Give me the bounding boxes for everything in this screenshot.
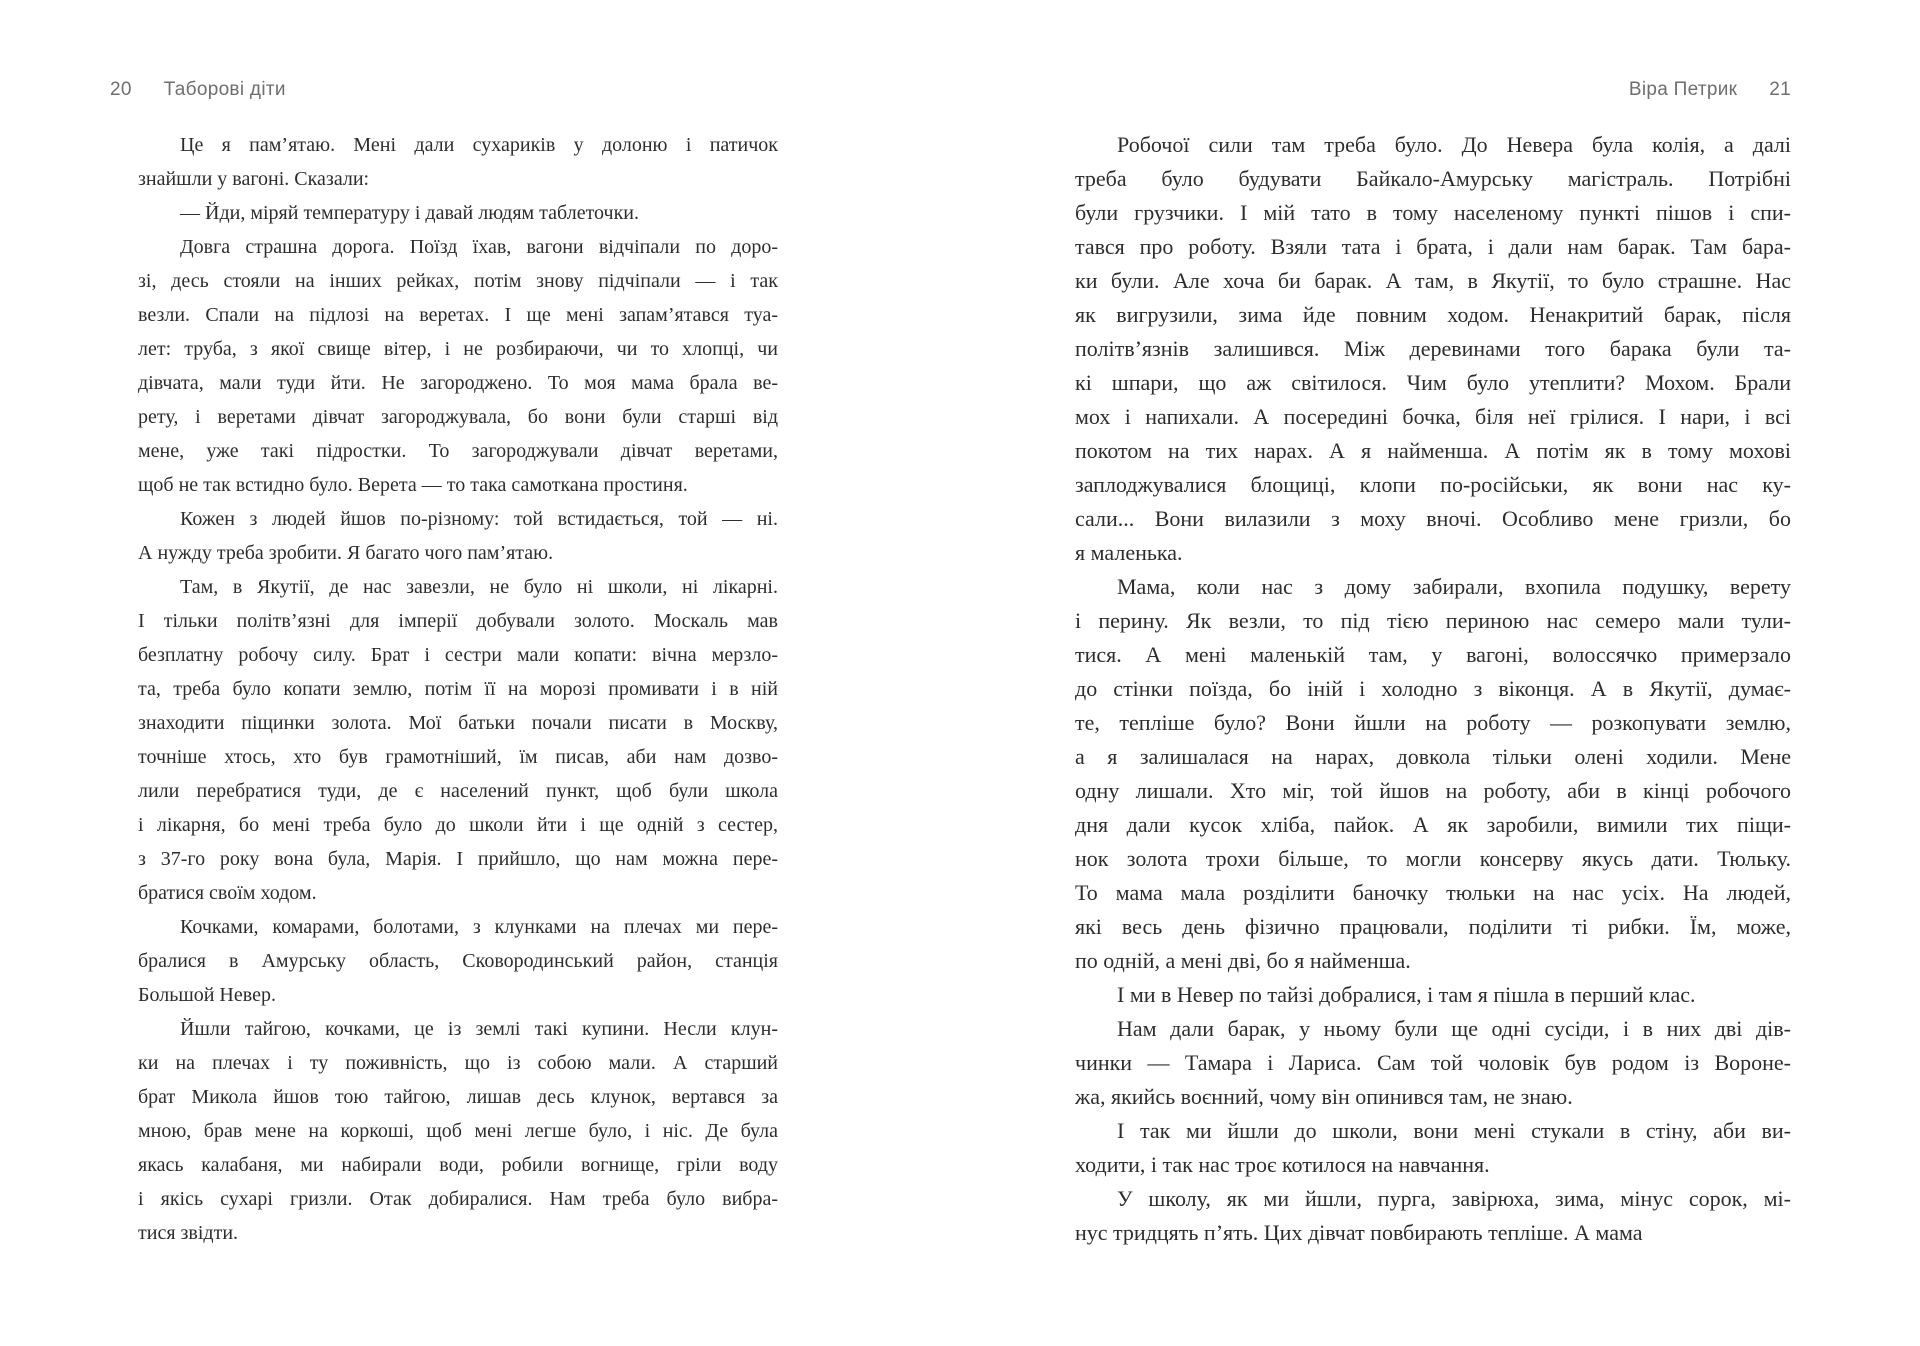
text-line: якась калабаня, ми набирали води, робили вогнище, гріли воду [138,1154,778,1176]
right-page-number: 21 [1769,79,1791,100]
text-line: ки були. Але хоча би барак. А там, в Якутії, то було страшне. Нас [1075,268,1791,293]
text-line: мох і напихали. А посередині бочка, біля неї грілися. І нари, і всі [1075,404,1791,429]
text-line: А нужду треба зробити. Я багато чого пам’ятаю. [138,542,554,564]
paragraph [138,570,778,910]
text-line: ходити, і так нас троє котилося на навчання. [1075,1152,1490,1177]
left-page-number: 20 [110,79,132,100]
text-line: Довга страшна дорога. Поїзд їхав, вагони відчіпали по доро- [180,236,778,258]
text-line: лет: труба, з якої свище вітер, і не розбираючи, чи то хлопці, чи [138,338,778,360]
paragraph [138,910,778,1012]
text-line: Большой Невер. [138,984,276,1006]
text-line: Це я пам’ятаю. Мені дали сухариків у долоню і патичок [180,134,778,156]
text-line: кі шпари, що аж світилося. Чим було утеплити? Мохом. Брали [1075,370,1791,395]
text-line: мною, брав мене на коркоші, щоб мені легше було, і ніс. Де була [138,1120,778,1142]
text-line: сали... Вони вилазили з моху вночі. Особливо мене гризли, бо [1075,506,1791,531]
text-line: і якісь сухарі гризли. Отак добиралися. Нам треба було вибра- [138,1188,778,1210]
text-line: Кочками, комарами, болотами, з клунками на плечах ми пере- [180,916,778,938]
text-line: — Йди, міряй температуру і давай людям таблеточки. [180,202,640,224]
text-line: зі, десь стояли на інших рейках, потім знову підчіпали — і так [138,270,778,292]
text-line: щоб не так встидно було. Верета — то така самоткана простиня. [138,474,688,496]
text-line: Там, в Якутії, де нас завезли, не було ні школи, ні лікарні. [180,576,778,598]
left-running-head: Таборові діти [163,79,286,100]
right-page-header [1629,79,1791,101]
text-line: і лікарня, бо мені треба було до школи йти і ще одній з сестер, [138,814,778,836]
text-line: були грузчики. І мій тато в тому населеному пункті пішов і спи- [1075,200,1791,225]
text-line: як вигрузили, зима йде повним ходом. Ненакритий барак, після [1075,302,1791,327]
text-line: треба було будувати Байкало-Амурську магістраль. Потрібні [1075,166,1791,191]
text-line: брат Микола йшов тою тайгою, лишав десь клунок, вертався за [138,1086,778,1108]
paragraph [1075,978,1791,1012]
left-page-body [138,128,778,1250]
text-line: лили перебратися туди, де є населений пункт, щоб були школа [138,780,778,802]
text-line: Йшли тайгою, кочками, це із землі такі купини. Несли клун- [180,1018,778,1040]
text-line: точніше хтось, хто був грамотніший, їм писав, аби нам дозво- [138,746,778,768]
text-line: везли. Спали на підлозі на веретах. І ще мені запам’ятався туа- [138,304,778,326]
text-line: Мама, коли нас з дому забирали, вхопила подушку, верету [1117,574,1791,599]
text-line: нок золота трохи більше, то могли консерву якусь дати. Тюльку. [1075,846,1791,871]
paragraph [138,196,778,230]
text-line: та, треба було копати землю, потім її на морозі промивати і в ній [138,678,778,700]
text-line: одну лишали. Хто міг, той йшов на роботу, аби в кінці робочого [1075,778,1791,803]
text-line: То мама мала розділити баночку тюльки на нас усіх. На людей, [1075,880,1791,905]
text-line: У школу, як ми йшли, пурга, завірюха, зима, мінус сорок, мі- [1117,1186,1791,1211]
text-line: жа, якийсь воєнний, чому він опинився там, не знаю. [1075,1084,1573,1109]
text-line: до стінки поїзда, бо іній і холодно з віконця. А в Якутії, думає- [1075,676,1791,701]
text-line: братися своїм ходом. [138,882,317,904]
paragraph [138,502,778,570]
paragraph [1075,570,1791,978]
text-line: знайшли у вагоні. Сказали: [138,168,370,190]
paragraph [1075,1182,1791,1250]
text-line: знаходити піщинки золота. Мої батьки почали писати в Москву, [138,712,778,734]
text-line: бралися в Амурську область, Сковородинський район, станція [138,950,778,972]
text-line: по одній, а мені дві, бо я найменша. [1075,948,1411,973]
paragraph [138,1012,778,1250]
paragraph [1075,1114,1791,1182]
text-line: а я залишалася на нарах, довкола тільки олені ходили. Мене [1075,744,1791,769]
text-line: І ми в Невер по тайзі добралися, і там я пішла в перший клас. [1117,982,1696,1007]
text-line: те, тепліше було? Вони йшли на роботу — розкопувати землю, [1075,710,1791,735]
text-line: тися звідти. [138,1222,239,1244]
text-line: Робочої сили там треба було. До Невера була колія, а далі [1117,132,1791,157]
text-line: І так ми йшли до школи, вони мені стукали в стіну, аби ви- [1117,1118,1791,1143]
text-line: нус тридцять п’ять. Цих дівчат повбирають тепліше. А мама [1075,1220,1643,1245]
text-line: політв’язнів залишився. Між деревинами того барака були та- [1075,336,1791,361]
text-line: і перину. Як везли, то під тією периною нас семеро мали тули- [1075,608,1791,633]
paragraph [1075,128,1791,570]
right-page-body [1075,128,1791,1250]
text-line: Кожен з людей йшов по-різному: той встидається, той — ні. [180,508,778,530]
text-line: безплатну робочу силу. Брат і сестри мали копати: вічна мерзло- [138,644,778,666]
paragraph [138,230,778,502]
right-running-head: Віра Петрик [1628,79,1738,100]
text-line: чинки — Тамара і Лариса. Сам той чоловік був родом із Вороне- [1075,1050,1791,1075]
text-line: тався про роботу. Взяли тата і брата, і дали нам барак. Там бара- [1075,234,1791,259]
text-line: які весь день фізично працювали, поділити ті рибки. Їм, може, [1075,914,1791,939]
text-line: покотом на тих нарах. А я найменша. А потім як в тому мохові [1075,438,1791,463]
text-line: дівчата, мали туди йти. Не загороджено. То моя мама брала ве- [138,372,778,394]
text-line: І тільки політв’язні для імперії добували золото. Москаль мав [138,610,778,632]
text-line: ки на плечах і ту поживність, що із собою мали. А старший [138,1052,778,1074]
text-line: з 37-го року вона була, Марія. І прийшло, що нам можна пере- [138,848,778,870]
paragraph [1075,1012,1791,1114]
text-line: мене, уже такі підростки. То загороджували дівчат веретами, [138,440,778,462]
text-line: дня дали кусок хліба, пайок. А як заробили, вимили тих піщи- [1075,812,1791,837]
text-line: тися. А мені маленькій там, у вагоні, волоссячко примерзало [1075,642,1791,667]
text-line: рету, і веретами дівчат загороджувала, бо вони були старші від [138,406,778,428]
text-line: заплоджувалися блощиці, клопи по-російськи, як вони нас ку- [1075,472,1791,497]
text-line: я маленька. [1075,540,1183,565]
paragraph [138,128,778,196]
left-page-header [110,79,286,101]
text-line: Нам дали барак, у ньому були ще одні сусіди, і в них дві дів- [1117,1016,1791,1041]
